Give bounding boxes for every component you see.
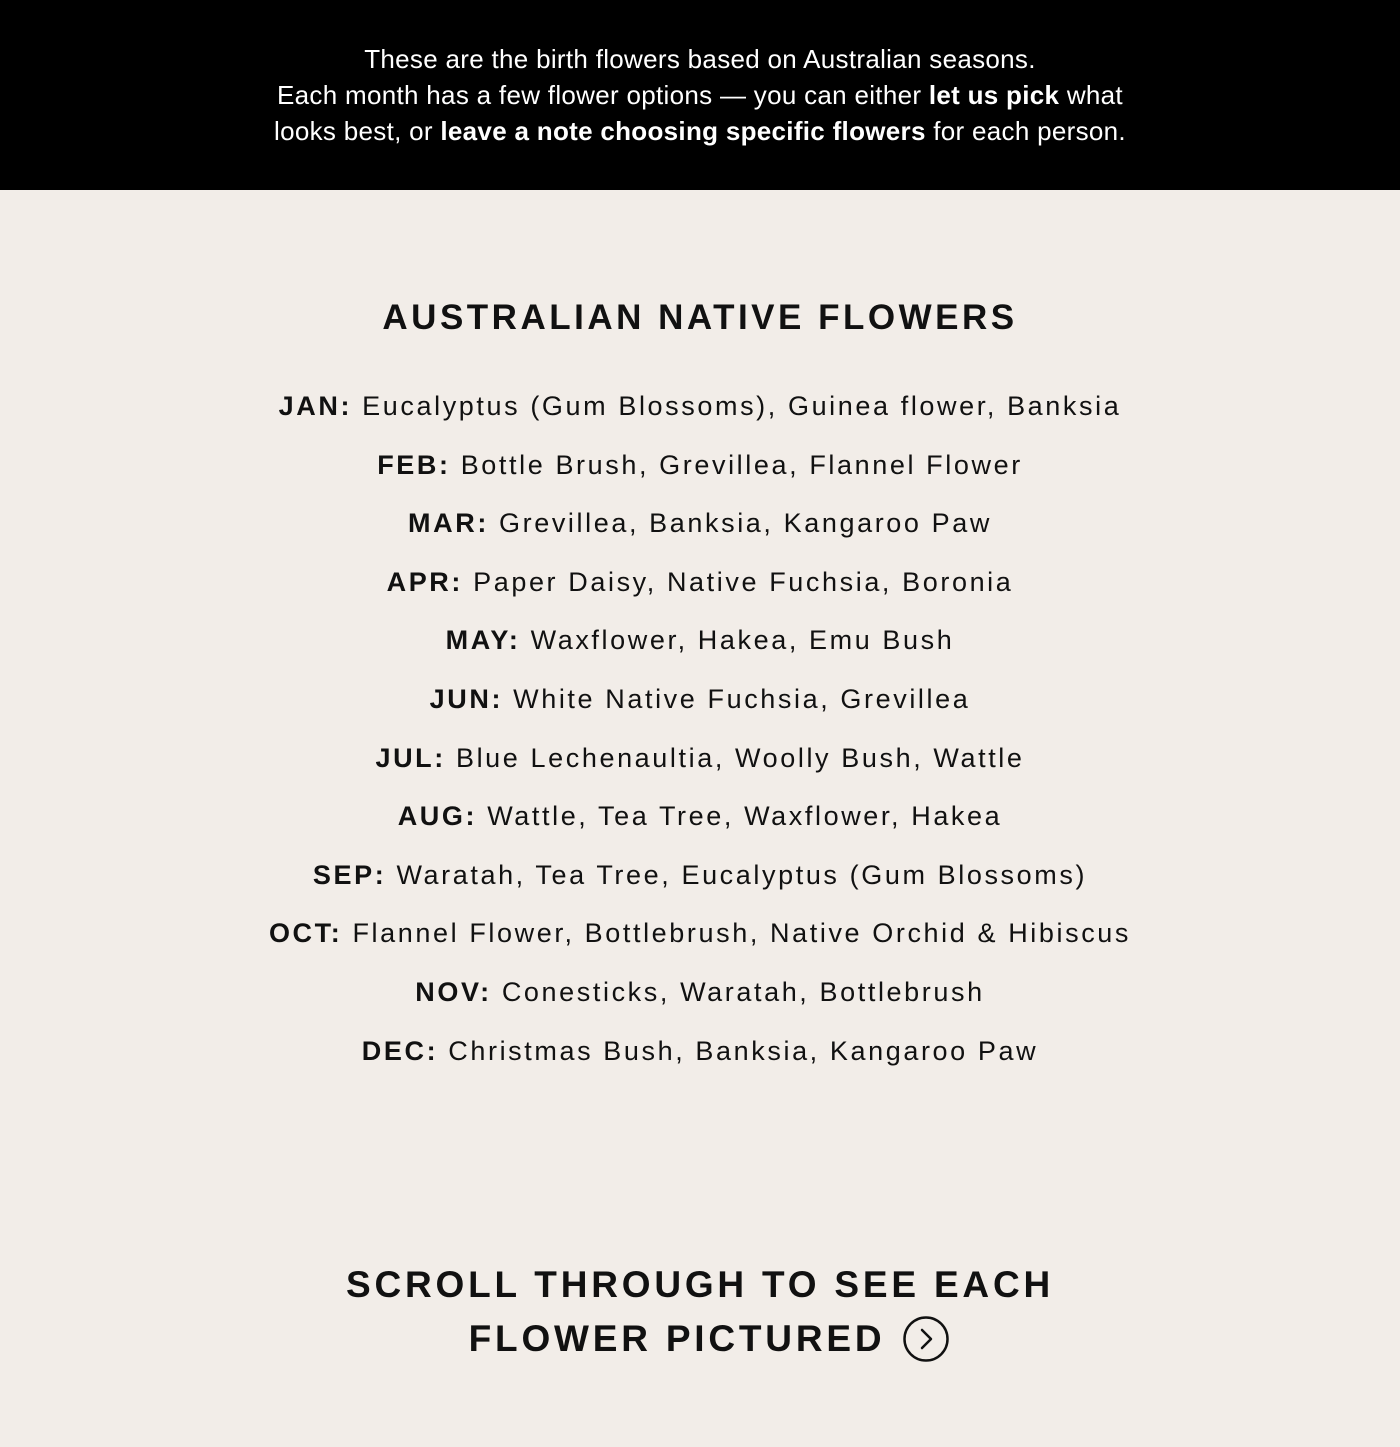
month-row-oct: [0, 910, 1400, 969]
month-label: DEC:: [361, 1035, 439, 1066]
let-us-pick-text: let us pick: [928, 80, 1060, 110]
month-label: JUN:: [429, 683, 504, 714]
intro-line-2-start: Each month has a few flower options — you can either: [277, 80, 929, 110]
month-label: MAY:: [445, 625, 521, 656]
leave-a-note-text: leave a note choosing specific flowers: [440, 116, 926, 146]
month-label: NOV:: [415, 976, 492, 1007]
month-row-jun: [0, 676, 1400, 735]
intro-banner: [0, 0, 1400, 190]
month-flowers: Waratah, Tea Tree, Eucalyptus (Gum Blossoms): [386, 859, 1088, 890]
chevron-right-circle-icon[interactable]: [903, 1316, 949, 1362]
month-flowers: Flannel Flower, Bottlebrush, Native Orchid & Hibiscus: [342, 918, 1132, 949]
month-flowers: Bottle Brush, Grevillea, Flannel Flower: [450, 449, 1023, 480]
cta-line-2-wrap: [451, 1312, 950, 1366]
month-flowers: Blue Lechenaultia, Woolly Bush, Wattle: [445, 742, 1025, 773]
intro-line-1: These are the birth flowers based on Australian seasons.: [364, 44, 1036, 74]
intro-line-3-start: looks best, or: [274, 116, 441, 146]
month-label: APR:: [386, 566, 463, 597]
intro-line-3-end: for each person.: [925, 116, 1126, 146]
month-row-mar: [0, 500, 1400, 559]
section-heading: AUSTRALIAN NATIVE FLOWERS: [382, 298, 1018, 337]
intro-line-2-end: what: [1059, 80, 1123, 110]
month-label: SEP:: [312, 859, 387, 890]
month-row-nov: [0, 969, 1400, 1028]
month-flowers: Christmas Bush, Banksia, Kangaroo Paw: [438, 1035, 1039, 1066]
month-flowers: Waxflower, Hakea, Emu Bush: [520, 625, 955, 656]
month-label: AUG:: [397, 801, 478, 832]
month-row-sep: [0, 852, 1400, 911]
scroll-cta[interactable]: [0, 1258, 1400, 1366]
cta-line-1: SCROLL THROUGH TO SEE EACH: [346, 1264, 1054, 1305]
month-label: JAN:: [278, 391, 353, 421]
month-flowers: Eucalyptus (Gum Blossoms), Guinea flower, Banksia: [352, 391, 1122, 421]
intro-line-3: [274, 113, 1126, 149]
cta-line-2: FLOWER PICTURED: [468, 1318, 886, 1359]
month-row-feb: [0, 442, 1400, 501]
month-row-apr: [0, 559, 1400, 618]
month-row-jan: [0, 383, 1400, 442]
month-row-may: [0, 617, 1400, 676]
month-flowers: Grevillea, Banksia, Kangaroo Paw: [488, 508, 992, 539]
month-row-dec: [0, 1028, 1400, 1087]
month-flowers: White Native Fuchsia, Grevillea: [503, 683, 971, 714]
month-label: OCT:: [268, 918, 343, 949]
month-flowers: Paper Daisy, Native Fuchsia, Boronia: [463, 566, 1014, 597]
month-label: MAR:: [408, 508, 489, 539]
month-label: FEB:: [377, 449, 451, 480]
month-label: JUL:: [375, 742, 446, 773]
month-flowers: Conesticks, Waratah, Bottlebrush: [491, 976, 985, 1007]
month-flower-list: [0, 383, 1400, 1086]
intro-line-2: [277, 77, 1123, 113]
month-row-jul: [0, 735, 1400, 794]
month-flowers: Wattle, Tea Tree, Waxflower, Hakea: [477, 801, 1003, 832]
month-row-aug: [0, 793, 1400, 852]
